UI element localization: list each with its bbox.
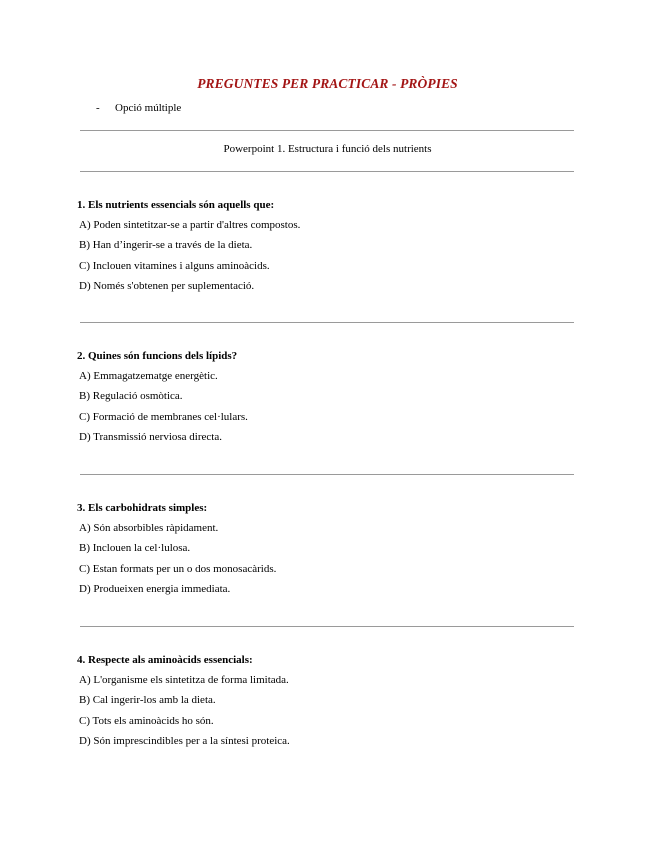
option-list bbox=[77, 369, 577, 444]
option-d: D) Només s'obtenen per suplementació. bbox=[79, 280, 255, 293]
divider bbox=[80, 171, 574, 172]
bullet-item bbox=[96, 102, 181, 114]
divider bbox=[80, 130, 574, 131]
option-c: C) Tots els aminoàcids ho són. bbox=[79, 714, 214, 727]
divider bbox=[80, 322, 574, 323]
bullet-marker: - bbox=[96, 102, 100, 114]
divider bbox=[80, 626, 574, 627]
option-d: D) Són imprescindibles per a la síntesi proteica. bbox=[79, 735, 290, 748]
option-b: B) Regulació osmòtica. bbox=[79, 390, 183, 403]
option-c: C) Inclouen vitamines i alguns aminoàcids. bbox=[79, 259, 270, 272]
option-a: A) Emmagatzematge energètic. bbox=[79, 370, 218, 382]
page-title: PREGUNTES PER PRACTICAR - PRÒPIES bbox=[197, 76, 458, 91]
option-b: B) Inclouen la cel·lulosa. bbox=[79, 542, 191, 555]
option-list bbox=[77, 673, 577, 748]
question-1 bbox=[77, 198, 577, 300]
option-d: D) Transmissió nerviosa directa. bbox=[79, 431, 222, 444]
option-c: C) Formació de membranes cel·lulars. bbox=[79, 410, 248, 423]
option-a: A) Poden sintetitzar-se a partir d'altres compostos. bbox=[79, 219, 301, 231]
question-3 bbox=[77, 501, 577, 603]
option-a: A) Són absorbibles ràpidament. bbox=[79, 522, 219, 534]
option-b: B) Han d’ingerir-se a través de la dieta. bbox=[79, 239, 253, 252]
option-a: A) L'organisme els sintetitza de forma limitada. bbox=[79, 674, 289, 686]
option-c: C) Estan formats per un o dos monosacàrids. bbox=[79, 562, 277, 575]
option-d: D) Produeixen energia immediata. bbox=[79, 583, 231, 596]
question-text: 2. Quines són funcions dels lípids? bbox=[77, 350, 238, 362]
option-list bbox=[77, 218, 577, 293]
question-text: 1. Els nutrients essencials són aquells que: bbox=[77, 199, 275, 211]
section-title: Powerpoint 1. Estructura i funció dels nutrients bbox=[223, 143, 432, 155]
question-4 bbox=[77, 653, 577, 755]
question-text: 4. Respecte als aminoàcids essencials: bbox=[77, 654, 253, 666]
question-text: 3. Els carbohidrats simples: bbox=[77, 502, 208, 514]
option-list bbox=[77, 521, 577, 596]
bullet-text: Opció múltiple bbox=[115, 102, 182, 114]
divider bbox=[80, 474, 574, 475]
question-2 bbox=[77, 349, 577, 451]
option-b: B) Cal ingerir-los amb la dieta. bbox=[79, 694, 216, 707]
